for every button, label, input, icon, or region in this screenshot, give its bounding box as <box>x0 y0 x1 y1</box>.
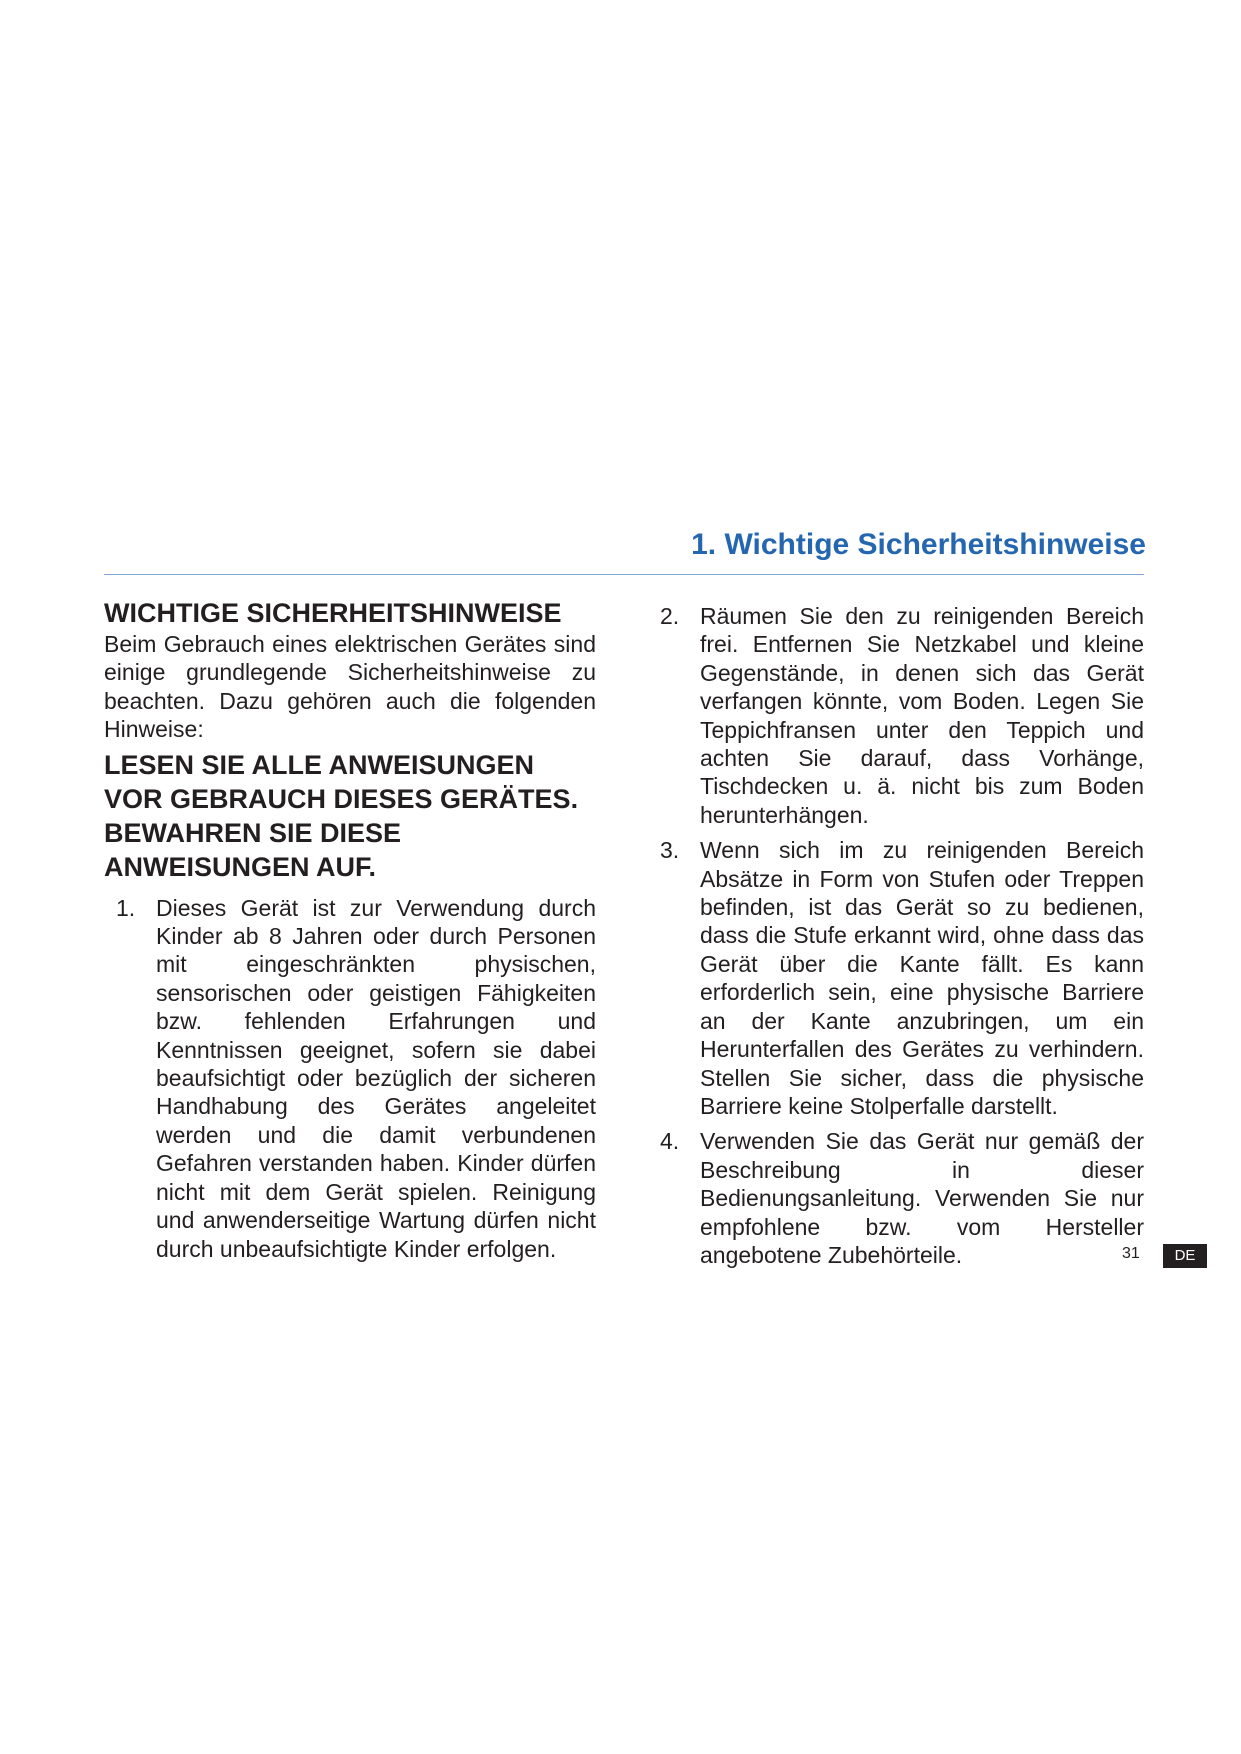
list-item-text: Dieses Gerät ist zur Verwendung durch Kinder ab 8 Jahren oder durch Personen mit eingeschränkten physischen, sensorischen oder geistigen Fähigkeiten bzw. fehlenden Erfahrungen und Kenntnissen geeignet, sofern sie dabei beaufsichtigt oder bezüglich der sicheren Handhabung des Gerätes angeleitet werden und die damit verbundenen Gefahren verstanden haben. Kinder dürfen nicht mit dem Gerät spielen. Reinigung und anwenderseitige Wartung dürfen nicht durch unbeaufsichtigte Kinder erfolgen. <box>156 894 596 1262</box>
warning-notice: LESEN SIE ALLE ANWEISUNGEN VOR GEBRAUCH DIESES GERÄTES. BEWAHREN SIE DIESE ANWEISUNGEN AUF. <box>104 749 579 882</box>
list-item <box>660 1127 1144 1269</box>
page-number: 31 <box>1122 1245 1140 1262</box>
safety-heading: WICHTIGE SICHERHEITSHINWEISE <box>104 598 562 628</box>
header-rule <box>104 574 1144 575</box>
list-item-text: Wenn sich im zu reinigenden Bereich Absätze in Form von Stufen oder Treppen befinden, ist das Gerät so zu bedienen, dass die Stufe erkannt wird, ohne dass das Gerät über die Kante fällt. Es kann erforderlich sein, eine physische Barriere an der Kante anzubringen, um ein Herunterfallen des Gerätes zu verhindern. Stellen Sie sicher, dass die physische Barriere keine Stolperfalle darstellt. <box>700 837 1144 1119</box>
list-item-text: Räumen Sie den zu reinigenden Bereich frei. Entfernen Sie Netzkabel und kleine Gegenstände, in denen sich das Gerät verfangen könnte, vom Boden. Legen Sie Teppichfransen unter den Teppich und achten Sie darauf, dass Vorhänge, Tischdecken u. ä. nicht bis zum Boden herunterhängen. <box>700 603 1144 828</box>
intro-paragraph: Beim Gebrauch eines elektrischen Gerätes sind einige grundlegende Sicherheitshinweise zu beachten. Dazu gehören auch die folgenden Hinweise: <box>104 631 596 743</box>
list-item <box>660 602 1144 829</box>
list-item-number: 2. <box>660 603 680 629</box>
right-column <box>660 596 1144 1276</box>
language-tab: DE <box>1163 1244 1207 1268</box>
left-column <box>104 596 596 1270</box>
list-item-text: Verwenden Sie das Gerät nur gemäß der Beschreibung in dieser Bedienungsanleitung. Verwenden Sie nur empfohlene bzw. vom Hersteller angebotene Zubehörteile. <box>700 1128 1144 1268</box>
section-title: 1. Wichtige Sicherheitshinweise <box>691 528 1146 561</box>
list-item-number: 4. <box>660 1128 680 1155</box>
list-item <box>660 836 1144 1120</box>
list-item-number: 3. <box>660 837 680 864</box>
list-item-number: 1. <box>116 894 136 921</box>
list-item <box>116 894 596 1263</box>
